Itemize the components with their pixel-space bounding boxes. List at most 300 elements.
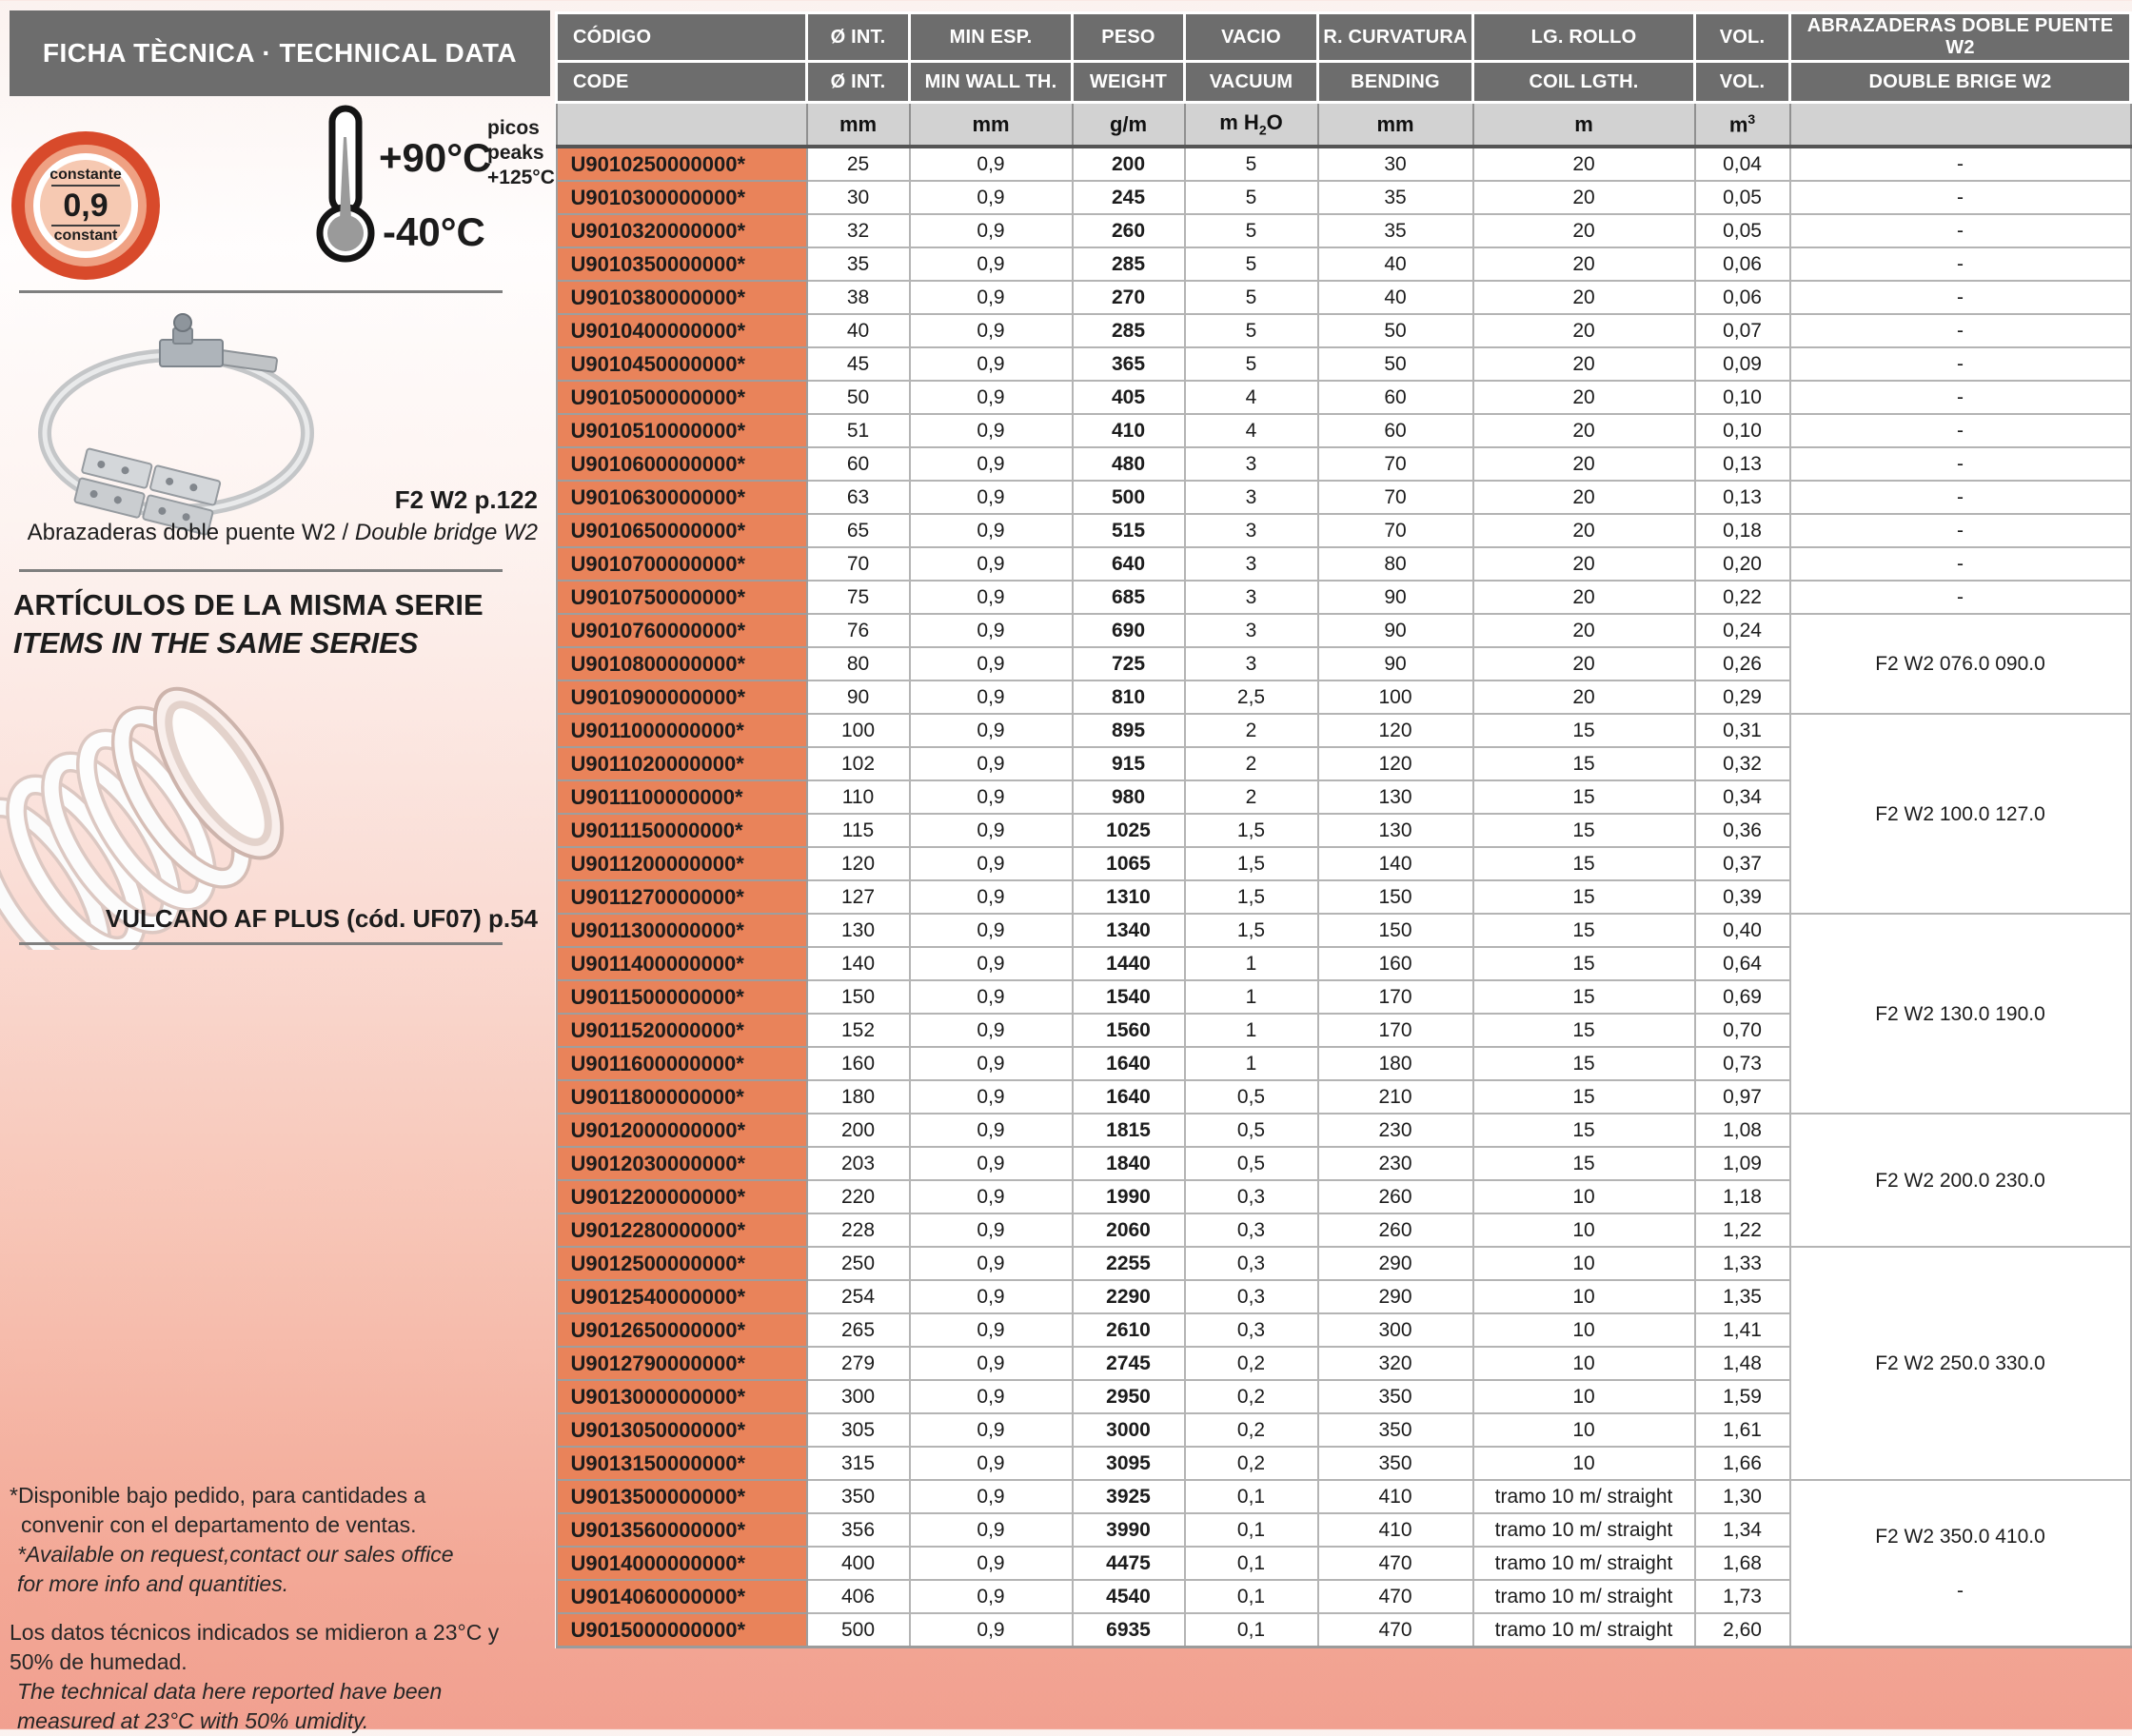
volume-cell: 0,73 xyxy=(1695,1047,1790,1080)
vacuum-cell: 0,3 xyxy=(1185,1313,1318,1347)
weight-cell: 3990 xyxy=(1073,1513,1185,1547)
table-row xyxy=(557,514,2131,547)
weight-cell: 1815 xyxy=(1073,1114,1185,1147)
code-cell: U9010900000000* xyxy=(557,681,807,714)
bending-radius-cell: 120 xyxy=(1318,714,1473,747)
inner-diameter-cell: 90 xyxy=(807,681,910,714)
code-cell: U9010380000000* xyxy=(557,281,807,314)
volume-cell: 0,18 xyxy=(1695,514,1790,547)
col-header-vacuum: VACUUM xyxy=(1185,62,1318,103)
badge-rule xyxy=(51,225,120,227)
coil-length-cell: 10 xyxy=(1473,1380,1695,1413)
inner-diameter-cell: 115 xyxy=(807,814,910,847)
min-wall-cell: 0,9 xyxy=(910,414,1073,447)
col-header-rollo: LG. ROLLO xyxy=(1473,13,1695,62)
bending-radius-cell: 160 xyxy=(1318,947,1473,980)
temp-peaks-label: picos peaks +125°C xyxy=(487,117,555,188)
bending-radius-cell: 130 xyxy=(1318,780,1473,814)
clamp-reference-cell: - xyxy=(1790,481,2131,514)
coil-length-cell: 20 xyxy=(1473,681,1695,714)
code-cell: U9013500000000* xyxy=(557,1480,807,1513)
coil-length-cell: 20 xyxy=(1473,247,1695,281)
bending-radius-cell: 70 xyxy=(1318,481,1473,514)
coil-length-cell: 15 xyxy=(1473,1047,1695,1080)
min-wall-cell: 0,9 xyxy=(910,1313,1073,1347)
code-cell: U9010630000000* xyxy=(557,481,807,514)
volume-cell: 1,34 xyxy=(1695,1513,1790,1547)
min-wall-cell: 0,9 xyxy=(910,314,1073,347)
coil-length-cell: tramo 10 m/ straight xyxy=(1473,1547,1695,1580)
clamp-reference-cell: F2 W2 200.0 230.0 xyxy=(1790,1114,2131,1247)
volume-cell: 0,07 xyxy=(1695,314,1790,347)
inner-diameter-cell: 63 xyxy=(807,481,910,514)
code-cell: U9011520000000* xyxy=(557,1014,807,1047)
code-cell: U9012540000000* xyxy=(557,1280,807,1313)
clamp-reference-cell: - xyxy=(1790,281,2131,314)
bending-radius-cell: 350 xyxy=(1318,1447,1473,1480)
table-row xyxy=(557,547,2131,581)
bending-radius-cell: 410 xyxy=(1318,1480,1473,1513)
inner-diameter-cell: 45 xyxy=(807,347,910,381)
vacuum-cell: 1 xyxy=(1185,980,1318,1014)
weight-cell: 1340 xyxy=(1073,914,1185,947)
clamp-reference-cell: - xyxy=(1790,147,2131,181)
min-wall-cell: 0,9 xyxy=(910,780,1073,814)
footnotes xyxy=(10,1481,547,1736)
inner-diameter-cell: 400 xyxy=(807,1547,910,1580)
coil-length-cell: 20 xyxy=(1473,214,1695,247)
weight-cell: 1440 xyxy=(1073,947,1185,980)
col-header-coil-length: COIL LGTH. xyxy=(1473,62,1695,103)
code-cell: U9010500000000* xyxy=(557,381,807,414)
header-row-en xyxy=(557,62,2131,103)
volume-cell: 1,66 xyxy=(1695,1447,1790,1480)
vacuum-cell: 3 xyxy=(1185,581,1318,614)
unit-mm: mm xyxy=(910,103,1073,148)
coil-length-cell: 20 xyxy=(1473,281,1695,314)
footnote-line: for more info and quantities. xyxy=(17,1571,289,1596)
table-row xyxy=(557,481,2131,514)
vacuum-cell: 5 xyxy=(1185,347,1318,381)
bending-radius-cell: 260 xyxy=(1318,1180,1473,1213)
inner-diameter-cell: 25 xyxy=(807,147,910,181)
volume-cell: 0,39 xyxy=(1695,880,1790,914)
coil-length-cell: 15 xyxy=(1473,780,1695,814)
same-series-heading-es: ARTÍCULOS DE LA MISMA SERIE xyxy=(13,588,484,621)
inner-diameter-cell: 356 xyxy=(807,1513,910,1547)
clamp-reference-cell: - xyxy=(1790,247,2131,281)
footnote-line: *Disponible bajo pedido, para cantidades a xyxy=(10,1483,426,1508)
vacuum-cell: 0,2 xyxy=(1185,1447,1318,1480)
bending-radius-cell: 470 xyxy=(1318,1613,1473,1647)
divider xyxy=(19,290,503,293)
min-wall-cell: 0,9 xyxy=(910,1147,1073,1180)
inner-diameter-cell: 160 xyxy=(807,1047,910,1080)
coil-length-cell: 15 xyxy=(1473,814,1695,847)
weight-cell: 365 xyxy=(1073,347,1185,381)
unit-mm: mm xyxy=(807,103,910,148)
coil-length-cell: 15 xyxy=(1473,914,1695,947)
bending-radius-cell: 300 xyxy=(1318,1313,1473,1347)
coil-length-cell: 10 xyxy=(1473,1413,1695,1447)
unit-mm: mm xyxy=(1318,103,1473,148)
clamp-page-ref: F2 W2 p.122 xyxy=(394,485,538,514)
vacuum-cell: 4 xyxy=(1185,381,1318,414)
inner-diameter-cell: 110 xyxy=(807,780,910,814)
volume-cell: 0,10 xyxy=(1695,414,1790,447)
volume-cell: 0,70 xyxy=(1695,1014,1790,1047)
vacuum-cell: 5 xyxy=(1185,214,1318,247)
min-wall-cell: 0,9 xyxy=(910,481,1073,514)
bending-radius-cell: 180 xyxy=(1318,1047,1473,1080)
inner-diameter-cell: 127 xyxy=(807,880,910,914)
coil-length-cell: tramo 10 m/ straight xyxy=(1473,1613,1695,1647)
weight-cell: 1640 xyxy=(1073,1080,1185,1114)
weight-cell: 2060 xyxy=(1073,1213,1185,1247)
min-wall-cell: 0,9 xyxy=(910,1280,1073,1313)
inner-diameter-cell: 100 xyxy=(807,714,910,747)
min-wall-cell: 0,9 xyxy=(910,1380,1073,1413)
unit-m: m xyxy=(1473,103,1695,148)
unit-cell-blank xyxy=(557,103,807,148)
volume-cell: 1,08 xyxy=(1695,1114,1790,1147)
inner-diameter-cell: 500 xyxy=(807,1613,910,1647)
coil-length-cell: tramo 10 m/ straight xyxy=(1473,1580,1695,1613)
weight-cell: 6935 xyxy=(1073,1613,1185,1647)
code-cell: U9010400000000* xyxy=(557,314,807,347)
code-cell: U9011600000000* xyxy=(557,1047,807,1080)
weight-cell: 285 xyxy=(1073,314,1185,347)
clamp-reference-cell: - xyxy=(1790,181,2131,214)
same-series-heading-en: ITEMS IN THE SAME SERIES xyxy=(13,626,419,660)
footnote-line: *Available on request,contact our sales office xyxy=(17,1542,454,1567)
volume-cell: 0,22 xyxy=(1695,581,1790,614)
bending-radius-cell: 350 xyxy=(1318,1413,1473,1447)
weight-cell: 405 xyxy=(1073,381,1185,414)
weight-cell: 1065 xyxy=(1073,847,1185,880)
code-cell: U9010510000000* xyxy=(557,414,807,447)
vacuum-cell: 5 xyxy=(1185,281,1318,314)
volume-cell: 0,04 xyxy=(1695,147,1790,181)
bending-radius-cell: 230 xyxy=(1318,1147,1473,1180)
code-cell: U9012030000000* xyxy=(557,1147,807,1180)
inner-diameter-cell: 76 xyxy=(807,614,910,647)
vacuum-cell: 0,1 xyxy=(1185,1513,1318,1547)
inner-diameter-cell: 220 xyxy=(807,1180,910,1213)
inner-diameter-cell: 70 xyxy=(807,547,910,581)
weight-cell: 515 xyxy=(1073,514,1185,547)
coil-length-cell: 20 xyxy=(1473,314,1695,347)
bending-radius-cell: 90 xyxy=(1318,647,1473,681)
clamp-reference-cell: - xyxy=(1790,381,2131,414)
badge-rule xyxy=(51,185,120,187)
vacuum-cell: 5 xyxy=(1185,314,1318,347)
code-cell: U9011800000000* xyxy=(557,1080,807,1114)
weight-cell: 4475 xyxy=(1073,1547,1185,1580)
inner-diameter-cell: 51 xyxy=(807,414,910,447)
min-wall-cell: 0,9 xyxy=(910,1047,1073,1080)
weight-cell: 640 xyxy=(1073,547,1185,581)
code-cell: U9011300000000* xyxy=(557,914,807,947)
vacuum-cell: 5 xyxy=(1185,147,1318,181)
inner-diameter-cell: 65 xyxy=(807,514,910,547)
col-header-diam-int: Ø INT. xyxy=(807,13,910,62)
min-wall-cell: 0,9 xyxy=(910,847,1073,880)
volume-cell: 1,09 xyxy=(1695,1147,1790,1180)
volume-cell: 0,69 xyxy=(1695,980,1790,1014)
volume-cell: 0,24 xyxy=(1695,614,1790,647)
bending-radius-cell: 350 xyxy=(1318,1380,1473,1413)
bending-radius-cell: 260 xyxy=(1318,1213,1473,1247)
inner-diameter-cell: 350 xyxy=(807,1480,910,1513)
bending-radius-cell: 90 xyxy=(1318,581,1473,614)
inner-diameter-cell: 300 xyxy=(807,1380,910,1413)
vacuum-cell: 3 xyxy=(1185,514,1318,547)
inner-diameter-cell: 40 xyxy=(807,314,910,347)
divider xyxy=(19,942,503,945)
vacuum-cell: 1 xyxy=(1185,1047,1318,1080)
clamp-reference-cell: F2 W2 130.0 190.0 xyxy=(1790,914,2131,1114)
vacuum-cell: 5 xyxy=(1185,181,1318,214)
min-wall-cell: 0,9 xyxy=(910,747,1073,780)
code-cell: U9012650000000* xyxy=(557,1313,807,1347)
footnote-line: convenir con el departamento de ventas. xyxy=(21,1512,417,1537)
bending-radius-cell: 410 xyxy=(1318,1513,1473,1547)
code-cell: U9010600000000* xyxy=(557,447,807,481)
unit-g-per-m: g/m xyxy=(1073,103,1185,148)
vacuum-cell: 0,1 xyxy=(1185,1580,1318,1613)
vacuum-cell: 0,3 xyxy=(1185,1213,1318,1247)
min-wall-cell: 0,9 xyxy=(910,447,1073,481)
code-cell: U9013000000000* xyxy=(557,1380,807,1413)
inner-diameter-cell: 406 xyxy=(807,1580,910,1613)
code-cell: U9011400000000* xyxy=(557,947,807,980)
weight-cell: 2290 xyxy=(1073,1280,1185,1313)
code-cell: U9010750000000* xyxy=(557,581,807,614)
min-wall-cell: 0,9 xyxy=(910,1580,1073,1613)
min-wall-cell: 0,9 xyxy=(910,980,1073,1014)
weight-cell: 285 xyxy=(1073,247,1185,281)
footnote-line: The technical data here reported have been xyxy=(17,1679,443,1704)
vacuum-cell: 1 xyxy=(1185,1014,1318,1047)
weight-cell: 1640 xyxy=(1073,1047,1185,1080)
weight-cell: 1840 xyxy=(1073,1147,1185,1180)
code-cell: U9015000000000* xyxy=(557,1613,807,1647)
clamp-reference-cell: - xyxy=(1790,214,2131,247)
inner-diameter-cell: 80 xyxy=(807,647,910,681)
coil-length-cell: 10 xyxy=(1473,1280,1695,1313)
vacuum-cell: 0,5 xyxy=(1185,1080,1318,1114)
min-wall-cell: 0,9 xyxy=(910,1513,1073,1547)
bending-radius-cell: 210 xyxy=(1318,1080,1473,1114)
col-header-codigo: CÓDIGO xyxy=(557,13,807,62)
inner-diameter-cell: 120 xyxy=(807,847,910,880)
vulcano-product-ref: VULCANO AF PLUS (cód. UF07) p.54 xyxy=(105,904,538,933)
table-row xyxy=(557,147,2131,181)
vacuum-cell: 1 xyxy=(1185,947,1318,980)
code-cell: U9012000000000* xyxy=(557,1114,807,1147)
min-wall-cell: 0,9 xyxy=(910,1447,1073,1480)
min-wall-cell: 0,9 xyxy=(910,681,1073,714)
code-cell: U9010800000000* xyxy=(557,647,807,681)
code-cell: U9014060000000* xyxy=(557,1580,807,1613)
table-row xyxy=(557,1480,2131,1513)
min-wall-cell: 0,9 xyxy=(910,1247,1073,1280)
weight-cell: 2745 xyxy=(1073,1347,1185,1380)
volume-cell: 0,06 xyxy=(1695,281,1790,314)
vacuum-cell: 4 xyxy=(1185,414,1318,447)
volume-cell: 0,64 xyxy=(1695,947,1790,980)
min-wall-cell: 0,9 xyxy=(910,1180,1073,1213)
col-header-diam-int-en: Ø INT. xyxy=(807,62,910,103)
badge-value: 0,9 xyxy=(63,187,109,224)
clamp-reference-cell: - xyxy=(1790,581,2131,614)
min-wall-cell: 0,9 xyxy=(910,614,1073,647)
inner-diameter-cell: 228 xyxy=(807,1213,910,1247)
coil-length-cell: 20 xyxy=(1473,447,1695,481)
weight-cell: 2950 xyxy=(1073,1380,1185,1413)
inner-diameter-cell: 254 xyxy=(807,1280,910,1313)
units-row xyxy=(557,103,2131,148)
code-cell: U9013560000000* xyxy=(557,1513,807,1547)
vacuum-cell: 2 xyxy=(1185,747,1318,780)
volume-cell: 1,33 xyxy=(1695,1247,1790,1280)
code-cell: U9010760000000* xyxy=(557,614,807,647)
min-wall-cell: 0,9 xyxy=(910,347,1073,381)
bending-radius-cell: 40 xyxy=(1318,247,1473,281)
vacuum-cell: 0,3 xyxy=(1185,1247,1318,1280)
table-row xyxy=(557,281,2131,314)
min-wall-cell: 0,9 xyxy=(910,647,1073,681)
min-wall-cell: 0,9 xyxy=(910,1014,1073,1047)
vacuum-cell: 0,5 xyxy=(1185,1147,1318,1180)
code-cell: U9011000000000* xyxy=(557,714,807,747)
inner-diameter-cell: 315 xyxy=(807,1447,910,1480)
volume-cell: 0,09 xyxy=(1695,347,1790,381)
min-wall-cell: 0,9 xyxy=(910,581,1073,614)
inner-diameter-cell: 30 xyxy=(807,181,910,214)
min-wall-cell: 0,9 xyxy=(910,880,1073,914)
table-row xyxy=(557,414,2131,447)
code-cell: U9010650000000* xyxy=(557,514,807,547)
weight-cell: 1025 xyxy=(1073,814,1185,847)
coil-length-cell: tramo 10 m/ straight xyxy=(1473,1513,1695,1547)
bending-radius-cell: 320 xyxy=(1318,1347,1473,1380)
min-wall-cell: 0,9 xyxy=(910,547,1073,581)
col-header-peso: PESO xyxy=(1073,13,1185,62)
vacuum-cell: 1,5 xyxy=(1185,880,1318,914)
vacuum-cell: 0,3 xyxy=(1185,1180,1318,1213)
coil-length-cell: 20 xyxy=(1473,547,1695,581)
bending-radius-cell: 60 xyxy=(1318,414,1473,447)
weight-cell: 915 xyxy=(1073,747,1185,780)
min-wall-cell: 0,9 xyxy=(910,914,1073,947)
volume-cell: 0,13 xyxy=(1695,481,1790,514)
code-cell: U9011150000000* xyxy=(557,814,807,847)
volume-cell: 0,26 xyxy=(1695,647,1790,681)
vacuum-cell: 2 xyxy=(1185,780,1318,814)
bending-radius-cell: 120 xyxy=(1318,747,1473,780)
min-wall-cell: 0,9 xyxy=(910,181,1073,214)
vacuum-cell: 3 xyxy=(1185,481,1318,514)
coil-length-cell: 10 xyxy=(1473,1213,1695,1247)
header-row-es xyxy=(557,13,2131,62)
vacuum-cell: 0,2 xyxy=(1185,1347,1318,1380)
coil-length-cell: 15 xyxy=(1473,980,1695,1014)
coil-length-cell: 15 xyxy=(1473,1147,1695,1180)
coil-length-cell: 10 xyxy=(1473,1447,1695,1480)
col-header-abrazaderas: ABRAZADERAS DOBLE PUENTE W2 xyxy=(1790,13,2131,62)
thermometer-icon xyxy=(306,103,386,265)
min-wall-cell: 0,9 xyxy=(910,1213,1073,1247)
inner-diameter-cell: 203 xyxy=(807,1147,910,1180)
code-cell: U9011020000000* xyxy=(557,747,807,780)
inner-diameter-cell: 180 xyxy=(807,1080,910,1114)
weight-cell: 1540 xyxy=(1073,980,1185,1014)
inner-diameter-cell: 152 xyxy=(807,1014,910,1047)
vacuum-cell: 0,2 xyxy=(1185,1413,1318,1447)
table-row xyxy=(557,581,2131,614)
volume-cell: 0,05 xyxy=(1695,214,1790,247)
weight-cell: 685 xyxy=(1073,581,1185,614)
vacuum-cell: 0,2 xyxy=(1185,1380,1318,1413)
coil-length-cell: 20 xyxy=(1473,381,1695,414)
volume-cell: 0,37 xyxy=(1695,847,1790,880)
bending-radius-cell: 170 xyxy=(1318,1014,1473,1047)
clamp-reference-cell: - xyxy=(1790,514,2131,547)
footnote-line: 50% de humedad. xyxy=(10,1649,188,1674)
inner-diameter-cell: 102 xyxy=(807,747,910,780)
footnote-line: Los datos técnicos indicados se midieron a 23°C y xyxy=(10,1620,500,1645)
code-cell: U9012790000000* xyxy=(557,1347,807,1380)
inner-diameter-cell: 60 xyxy=(807,447,910,481)
col-header-code: CODE xyxy=(557,62,807,103)
coil-length-cell: 20 xyxy=(1473,414,1695,447)
unit-m-h2o: m $H_2O$ xyxy=(1185,103,1318,148)
clamp-reference-cell: F2 W2 100.0 127.0 xyxy=(1790,714,2131,914)
col-header-min-esp: MIN ESP. xyxy=(910,13,1073,62)
volume-cell: 0,13 xyxy=(1695,447,1790,481)
bending-radius-cell: 290 xyxy=(1318,1280,1473,1313)
inner-diameter-cell: 75 xyxy=(807,581,910,614)
coil-length-cell: 20 xyxy=(1473,481,1695,514)
coil-length-cell: 15 xyxy=(1473,847,1695,880)
vacuum-cell: 3 xyxy=(1185,647,1318,681)
coil-length-cell: 15 xyxy=(1473,714,1695,747)
bending-radius-cell: 470 xyxy=(1318,1547,1473,1580)
code-cell: U9011100000000* xyxy=(557,780,807,814)
bending-radius-cell: 100 xyxy=(1318,681,1473,714)
weight-cell: 810 xyxy=(1073,681,1185,714)
code-cell: U9011270000000* xyxy=(557,880,807,914)
weight-cell: 895 xyxy=(1073,714,1185,747)
bending-radius-cell: 470 xyxy=(1318,1580,1473,1613)
code-cell: U9012500000000* xyxy=(557,1247,807,1280)
table-row xyxy=(557,1114,2131,1147)
code-cell: U9010300000000* xyxy=(557,181,807,214)
min-wall-cell: 0,9 xyxy=(910,947,1073,980)
coil-length-cell: 10 xyxy=(1473,1247,1695,1280)
code-cell: U9010450000000* xyxy=(557,347,807,381)
volume-cell: 1,22 xyxy=(1695,1213,1790,1247)
vacuum-cell: 1,5 xyxy=(1185,814,1318,847)
col-header-double-bridge: DOUBLE BRIGE W2 xyxy=(1790,62,2131,103)
volume-cell: 1,30 xyxy=(1695,1480,1790,1513)
col-header-vacio: VACIO xyxy=(1185,13,1318,62)
clamp-reference-cell: F2 W2 350.0 410.0 - xyxy=(1790,1480,2131,1647)
weight-cell: 500 xyxy=(1073,481,1185,514)
coil-length-cell: 20 xyxy=(1473,581,1695,614)
